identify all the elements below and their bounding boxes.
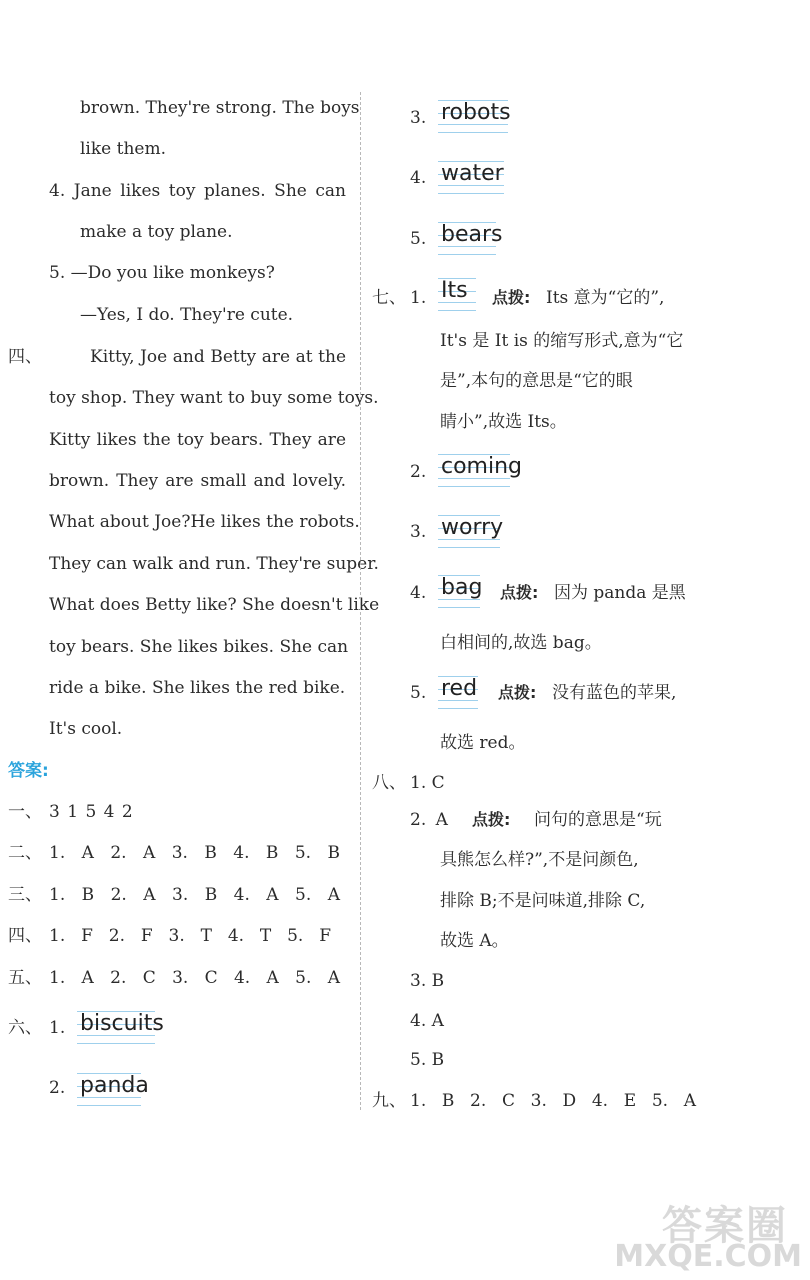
handwritten-answer: panda bbox=[77, 1072, 141, 1106]
passage-line: toy bears. She likes bikes. She can bbox=[49, 637, 349, 657]
tip-text: 白相间的,故选 bag。 bbox=[440, 633, 602, 653]
handwritten-answer: biscuits bbox=[77, 1010, 155, 1044]
item-number: 2. bbox=[410, 462, 427, 482]
section-label: 四、 bbox=[8, 347, 42, 367]
item-number: 1. bbox=[49, 1018, 66, 1038]
passage-line: What does Betty like? She doesn't like bbox=[49, 595, 380, 615]
tip-label: 点拨: bbox=[500, 583, 539, 602]
passage-line: toy shop. They want to buy some toys. bbox=[49, 388, 379, 408]
passage-line: They can walk and run. They're super. bbox=[49, 554, 379, 574]
answers-heading: 答案: bbox=[8, 761, 49, 781]
passage-line: Kitty likes the toy bears. They are bbox=[49, 430, 346, 450]
passage-line: ride a bike. She likes the red bike. bbox=[49, 678, 346, 698]
item-number: 4. bbox=[410, 583, 427, 603]
column-divider bbox=[360, 92, 361, 1110]
tip-text: Its 意为“它的”, bbox=[546, 288, 665, 308]
passage-line: 5. —Do you like monkeys? bbox=[49, 263, 275, 283]
passage-line: —Yes, I do. They're cute. bbox=[80, 305, 294, 325]
answer-text: 5. B bbox=[410, 1050, 445, 1070]
answer-text: 1. A 2. C 3. C 4. A 5. A bbox=[49, 968, 340, 988]
passage-line: make a toy plane. bbox=[80, 222, 233, 242]
tip-text: 问句的意思是“玩 bbox=[534, 810, 662, 830]
answer-label: 四、 bbox=[8, 926, 42, 946]
tip-text: 具熊怎么样?”,不是问颜色, bbox=[440, 850, 639, 870]
answer-text: 1. B 2. A 3. B 4. A 5. A bbox=[49, 885, 340, 905]
tip-label: 点拨: bbox=[498, 683, 537, 702]
passage-line: 4. Jane likes toy planes. She can bbox=[49, 181, 346, 201]
handwritten-answer: red bbox=[438, 675, 478, 709]
section-label: 七、 bbox=[372, 288, 406, 308]
handwritten-answer: coming bbox=[438, 453, 510, 487]
tip-label: 点拨: bbox=[492, 288, 531, 307]
answer-text: 1. A 2. A 3. B 4. B 5. B bbox=[49, 843, 340, 863]
watermark-logo-text: 答案圈 bbox=[662, 1203, 788, 1249]
handwritten-answer: worry bbox=[438, 514, 500, 548]
item-number: 3. bbox=[410, 108, 427, 128]
handwritten-answer: robots bbox=[438, 99, 508, 133]
answer-label: 一、 bbox=[8, 802, 42, 822]
section-label: 八、 bbox=[372, 773, 406, 793]
tip-text: 故选 A。 bbox=[440, 931, 509, 951]
tip-text: 排除 B;不是问味道,排除 C, bbox=[440, 891, 646, 911]
passage-line: brown. They're strong. The boys bbox=[80, 98, 360, 118]
answer-text: 2. A bbox=[410, 810, 448, 830]
handwritten-answer: bears bbox=[438, 221, 496, 255]
answer-text: 1. F 2. F 3. T 4. T 5. F bbox=[49, 926, 331, 946]
tip-text: 没有蓝色的苹果, bbox=[552, 683, 677, 703]
site-watermark bbox=[614, 1194, 802, 1274]
handwritten-answer: Its bbox=[438, 277, 476, 311]
passage-line: What about Joe?He likes the robots. bbox=[49, 512, 360, 532]
answer-text: 1. C bbox=[410, 773, 445, 793]
tip-text: 是”,本句的意思是“它的眼 bbox=[440, 371, 633, 391]
answer-label: 三、 bbox=[8, 885, 42, 905]
item-number: 4. bbox=[410, 168, 427, 188]
tip-label: 点拨: bbox=[472, 810, 511, 829]
item-number: 2. bbox=[49, 1078, 66, 1098]
watermark-domain: MXQE.COM bbox=[614, 1239, 802, 1274]
item-number: 5. bbox=[410, 229, 427, 249]
answer-text: 3. B bbox=[410, 971, 445, 991]
item-number: 1. bbox=[410, 288, 427, 308]
passage-line: brown. They are small and lovely. bbox=[49, 471, 346, 491]
answer-text: 4. A bbox=[410, 1011, 444, 1031]
tip-text: It's 是 It is 的缩写形式,意为“它 bbox=[440, 331, 684, 351]
passage-line: It's cool. bbox=[49, 719, 123, 739]
tip-text: 故选 red。 bbox=[440, 733, 526, 753]
section-label: 六、 bbox=[8, 1018, 42, 1038]
answer-label: 二、 bbox=[8, 843, 42, 863]
handwritten-answer: water bbox=[438, 160, 504, 194]
answer-text: 1. B 2. C 3. D 4. E 5. A bbox=[410, 1091, 696, 1111]
item-number: 3. bbox=[410, 522, 427, 542]
tip-text: 因为 panda 是黑 bbox=[554, 583, 686, 603]
section-label: 九、 bbox=[372, 1091, 406, 1111]
passage-line: Kitty, Joe and Betty are at the bbox=[90, 347, 346, 367]
item-number: 5. bbox=[410, 683, 427, 703]
tip-text: 睛小”,故选 Its。 bbox=[440, 412, 567, 432]
answer-label: 五、 bbox=[8, 968, 42, 988]
passage-line: like them. bbox=[80, 139, 167, 159]
handwritten-answer: bag bbox=[438, 574, 480, 608]
answer-text: 3 1 5 4 2 bbox=[49, 802, 133, 822]
